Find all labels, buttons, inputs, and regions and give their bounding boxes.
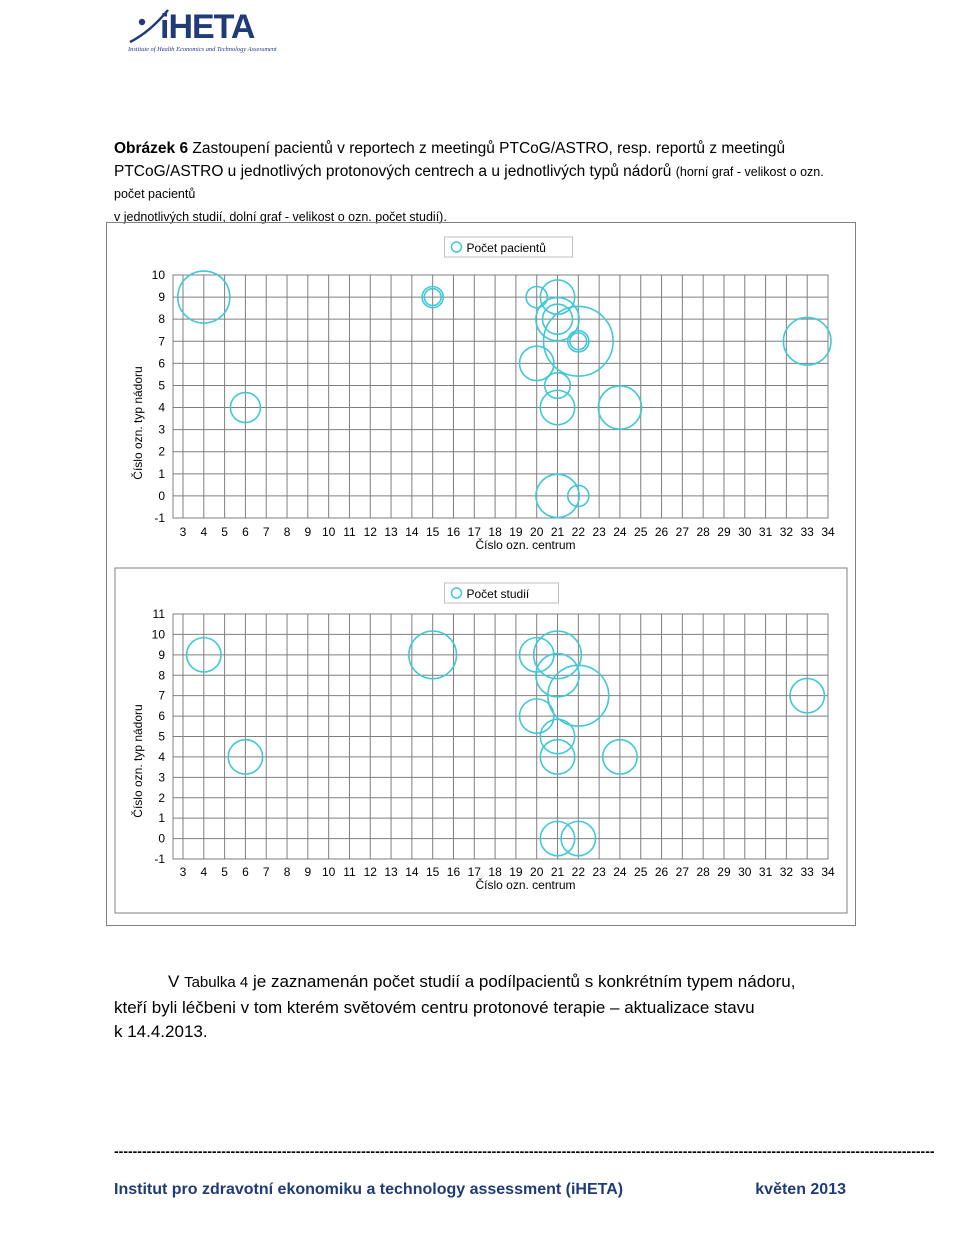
caption-text-2: (horní graf - velikost o ozn. počet pacientů <box>114 164 824 201</box>
x-tick-label: 14 <box>405 525 419 539</box>
y-tick-label: 5 <box>158 729 165 744</box>
x-tick-label: 19 <box>509 525 523 539</box>
y-tick-label: 5 <box>158 378 165 393</box>
x-tick-label: 32 <box>779 525 794 539</box>
x-tick-label: 25 <box>634 525 648 539</box>
x-tick-label: 34 <box>821 525 835 539</box>
figure-label: Obrázek 6 <box>114 140 189 157</box>
y-tick-label: 10 <box>151 627 165 642</box>
x-tick-label: 7 <box>262 525 270 539</box>
x-tick-label: 30 <box>738 525 752 539</box>
x-tick-label: 14 <box>405 865 419 879</box>
table-reference: Tabulka 4 <box>184 974 249 991</box>
y-tick-label: 0 <box>158 831 165 846</box>
x-tick-label: 6 <box>242 865 249 879</box>
iheta-logo <box>124 2 324 56</box>
body-line1-b: je zaznamenán počet studií a podílpacientů s konkrétním typem nádoru, <box>248 972 796 991</box>
x-tick-label: 5 <box>221 865 228 879</box>
y-axis-label: Číslo ozn. typ nádoru <box>131 366 145 480</box>
x-tick-label: 20 <box>530 525 544 539</box>
y-tick-label: 9 <box>158 647 165 662</box>
y-tick-label: 7 <box>158 688 165 703</box>
x-tick-label: 23 <box>592 525 606 539</box>
x-tick-label: 28 <box>696 525 710 539</box>
x-tick-label: 4 <box>200 525 208 539</box>
x-tick-label: 34 <box>821 865 835 879</box>
x-tick-label: 13 <box>384 865 398 879</box>
y-tick-label: 4 <box>158 400 165 415</box>
plot-area-1 <box>173 275 828 518</box>
figure-caption <box>114 138 854 228</box>
y-tick-label: 1 <box>158 466 165 481</box>
x-tick-label: 15 <box>425 865 440 879</box>
x-tick-label: 23 <box>592 865 606 879</box>
x-tick-label: 17 <box>467 865 481 879</box>
x-tick-label: 33 <box>800 525 814 539</box>
y-tick-label: -1 <box>154 511 165 525</box>
footer-divider: -------------------------------------------------------------------------------------------------------------------------------------------------------------------------------- <box>114 1143 935 1159</box>
x-tick-label: 26 <box>654 865 669 879</box>
y-tick-label: 3 <box>158 770 165 785</box>
x-tick-label: 18 <box>488 525 502 539</box>
y-tick-label: 4 <box>158 749 165 764</box>
x-tick-label: 25 <box>634 865 648 879</box>
y-tick-label: 11 <box>152 607 165 621</box>
logo-dot <box>139 19 145 25</box>
x-tick-label: 17 <box>467 525 481 539</box>
x-tick-label: 9 <box>304 865 312 879</box>
y-tick-label: 0 <box>158 488 165 503</box>
x-tick-label: 19 <box>509 865 523 879</box>
y-tick-label: 6 <box>158 709 165 724</box>
x-tick-label: 33 <box>800 865 814 879</box>
logo-main-text: iHETA <box>160 8 255 46</box>
y-tick-label: 2 <box>158 444 165 459</box>
y-tick-label: 10 <box>151 268 165 282</box>
logo-sub-text: Institute of Health Economics and Technology Assessment <box>128 46 277 53</box>
x-tick-label: 30 <box>738 865 752 879</box>
y-tick-label: -1 <box>154 852 165 866</box>
x-tick-label: 8 <box>283 525 291 539</box>
x-tick-label: 24 <box>613 525 627 539</box>
bubble-charts <box>107 223 855 925</box>
x-tick-label: 32 <box>779 865 794 879</box>
x-tick-label: 20 <box>530 865 544 879</box>
y-tick-label: 6 <box>158 356 165 371</box>
x-tick-label: 13 <box>384 525 398 539</box>
x-axis-label: Číslo ozn. centrum <box>475 538 576 552</box>
x-tick-label: 12 <box>363 865 377 879</box>
x-tick-label: 29 <box>717 525 731 539</box>
y-tick-label: 3 <box>158 422 165 437</box>
x-tick-label: 24 <box>613 865 627 879</box>
x-tick-label: 21 <box>550 525 565 539</box>
x-tick-label: 3 <box>179 525 187 539</box>
y-tick-label: 8 <box>158 668 165 683</box>
x-tick-label: 7 <box>262 865 270 879</box>
body-line3: k 14.4.2013. <box>114 1022 208 1041</box>
y-tick-label: 8 <box>158 312 165 327</box>
x-tick-label: 6 <box>242 525 249 539</box>
y-tick-label: 1 <box>158 811 165 826</box>
y-tick-label: 2 <box>158 790 165 805</box>
x-tick-label: 27 <box>675 525 690 539</box>
caption-text-1: Zastoupení pacientů v reportech z meetingů PTCoG/ASTRO, resp. reportů z meetingů PTCoG/ASTRO u jednotlivých protonových centrech a u jednotlivých typů nádorů <box>114 140 786 180</box>
x-tick-label: 9 <box>304 525 312 539</box>
x-tick-label: 18 <box>488 865 502 879</box>
x-tick-label: 11 <box>343 865 356 879</box>
x-tick-label: 22 <box>571 525 586 539</box>
x-tick-label: 16 <box>446 865 461 879</box>
x-tick-label: 31 <box>758 525 773 539</box>
caption-text-3: v jednotlivých studií, dolní graf - velikost o ozn. počet studií). <box>114 209 447 224</box>
footer-institute: Institut pro zdravotní ekonomiku a technology assessment (iHETA) <box>114 1181 624 1198</box>
chart-frame <box>106 222 856 926</box>
footer-date: květen 2013 <box>755 1181 846 1198</box>
x-tick-label: 8 <box>283 865 291 879</box>
y-axis-label: Číslo ozn. typ nádoru <box>131 704 145 818</box>
x-tick-label: 27 <box>675 865 690 879</box>
y-tick-label: 7 <box>158 334 165 349</box>
x-tick-label: 15 <box>425 525 440 539</box>
x-tick-label: 29 <box>717 865 731 879</box>
body-line2: kteří byli léčbeni v tom kterém světovém centru protonové terapie – aktualizace stavu <box>114 997 755 1017</box>
x-tick-label: 31 <box>758 865 773 879</box>
y-tick-label: 9 <box>158 290 165 305</box>
x-tick-label: 21 <box>550 865 565 879</box>
x-tick-label: 10 <box>321 525 336 539</box>
x-tick-label: 28 <box>696 865 710 879</box>
x-tick-label: 4 <box>200 865 208 879</box>
x-tick-label: 3 <box>179 865 187 879</box>
x-tick-label: 26 <box>654 525 669 539</box>
x-tick-label: 16 <box>446 525 461 539</box>
x-tick-label: 12 <box>363 525 377 539</box>
x-axis-label: Číslo ozn. centrum <box>475 878 576 892</box>
x-tick-label: 10 <box>321 865 336 879</box>
body-paragraph <box>114 970 864 1045</box>
body-line1-a: V <box>168 972 185 991</box>
x-tick-label: 5 <box>221 525 228 539</box>
legend-label: Počet pacientů <box>466 241 546 255</box>
x-tick-label: 11 <box>343 525 356 539</box>
legend-label: Počet studií <box>466 587 530 601</box>
x-tick-label: 22 <box>571 865 586 879</box>
